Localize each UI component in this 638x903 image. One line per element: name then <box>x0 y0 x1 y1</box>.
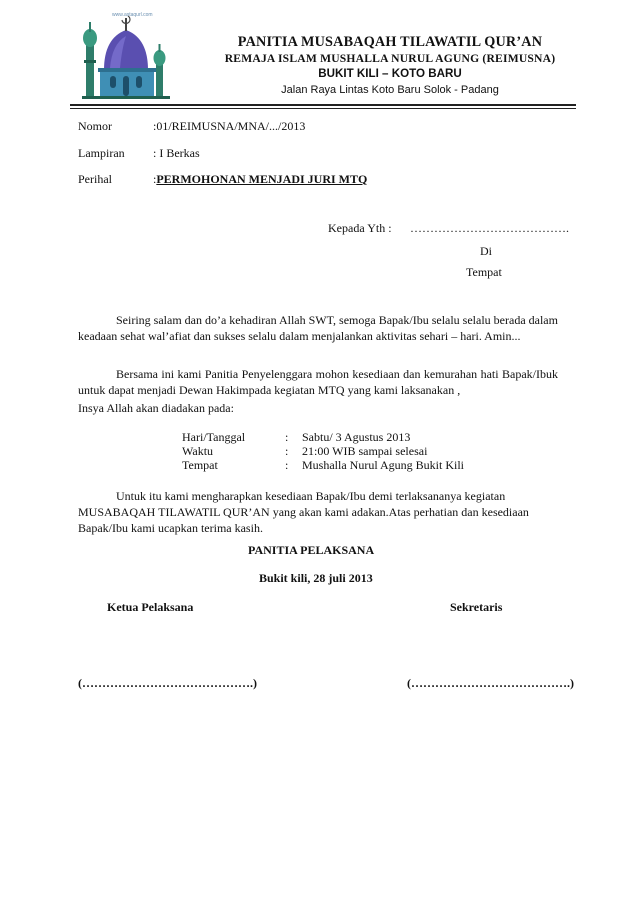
schedule-colon: : <box>285 444 289 458</box>
schedule-value: Sabtu/ 3 Agustus 2013 <box>302 430 411 444</box>
letterhead-title: PANITIA MUSABAQAH TILAWATIL QUR’AN <box>237 34 543 50</box>
opening-paragraph: Seiring salam dan do’a kehadiran Allah SWT, semoga Bapak/Ibu selalu selalu berada dalam keadaan sehat wal’afiat dan sukses selalu dalam menjalankan aktivitas sehari – hari. Amin... <box>78 313 558 343</box>
schedule-colon: : <box>285 430 289 444</box>
address-tempat: Tempat <box>466 265 502 279</box>
perihal-value <box>153 172 367 187</box>
nomor-label: Nomor <box>78 119 112 133</box>
mosque-logo <box>78 8 174 104</box>
schedule-label: Tempat <box>182 458 218 472</box>
schedule-value: Mushalla Nurul Agung Bukit Kili <box>302 458 464 472</box>
request-paragraph: Bersama ini kami Panitia Penyelenggara mohon kesediaan dan kemurahan hati Bapak/Ibuk untuk dapat menjadi Dewan Hakimpada kegiatan MTQ yang kami laksanakan , <box>78 367 558 397</box>
chair-title: Ketua Pelaksana <box>107 600 194 614</box>
letterhead-rule-thin <box>70 108 576 109</box>
lampiran-value: : I Berkas <box>153 146 200 160</box>
recipient-blank: …………………………………. <box>410 221 569 235</box>
secretary-title: Sekretaris <box>450 600 503 614</box>
schedule-value: 21:00 WIB sampai selesai <box>302 444 428 458</box>
schedule-label: Waktu <box>182 444 214 458</box>
closing-paragraph: Untuk itu kami mengharapkan kesediaan Bapak/Ibu demi terlaksananya kegiatan MUSABAQAH TILAWATIL QUR’AN yang akan kami adakan.Atas perhatian dan kesediaan Bapak/Ibu kami ucapkan terima kasih. <box>78 489 529 535</box>
chair-signature-blank: (…………………………………….) <box>78 676 257 690</box>
nomor-value: :01/REIMUSNA/MNA/.../2013 <box>153 119 306 133</box>
logo-url-text: www.astaqurl.com <box>112 12 153 18</box>
secretary-signature-blank: (………………………………….) <box>407 676 574 690</box>
kepada-label: Kepada Yth : <box>328 221 392 235</box>
letterhead-location: BUKIT KILI – KOTO BARU <box>318 67 462 80</box>
perihal-colon: : <box>153 172 157 186</box>
letterhead-rule <box>70 104 576 106</box>
request-paragraph-last-line: Insya Allah akan diadakan pada: <box>78 401 234 415</box>
place-date: Bukit kili, 28 juli 2013 <box>259 571 373 585</box>
letterhead-organization: REMAJA ISLAM MUSHALLA NURUL AGUNG (REIMUSNA) <box>224 52 556 65</box>
letterhead-address: Jalan Raya Lintas Koto Baru Solok - Padang <box>281 84 499 96</box>
lampiran-label: Lampiran <box>78 146 125 160</box>
perihal-subject: PERMOHONAN MENJADI JURI MTQ <box>156 172 368 186</box>
perihal-label: Perihal <box>78 172 112 186</box>
schedule-label: Hari/Tanggal <box>182 430 246 444</box>
address-di: Di <box>480 244 492 258</box>
committee-title: PANITIA PELAKSANA <box>248 543 375 557</box>
schedule-colon: : <box>285 458 289 472</box>
